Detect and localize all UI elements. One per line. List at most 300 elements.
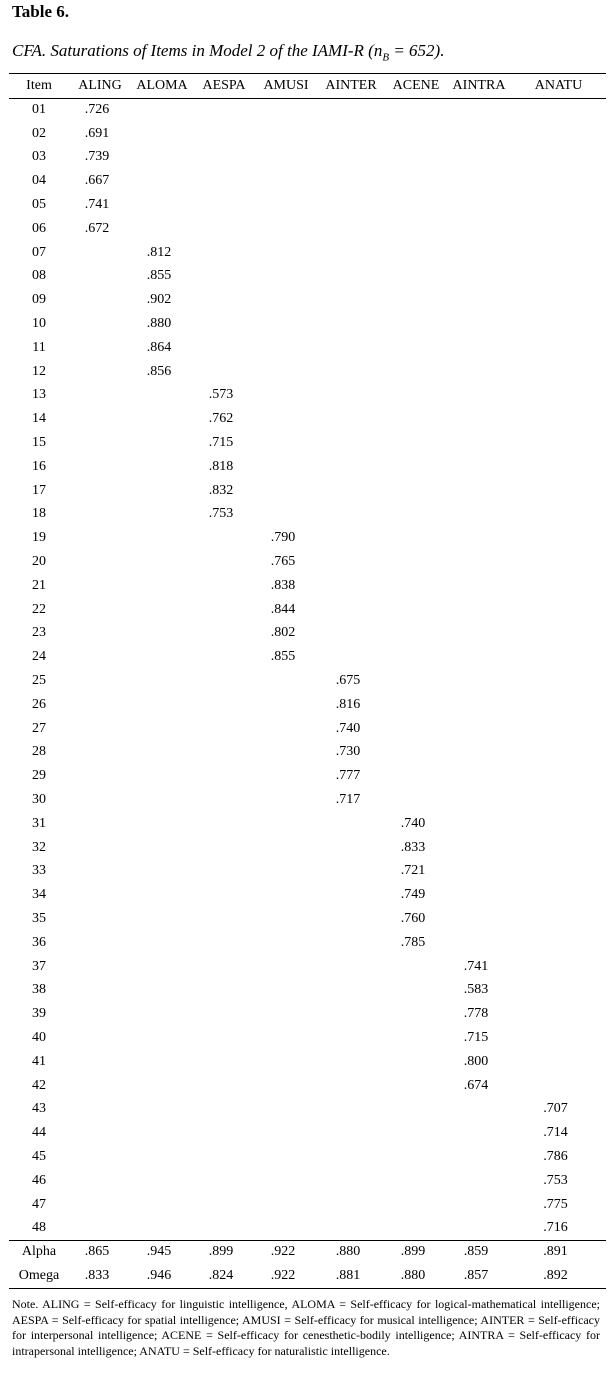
value-cell: .716	[543, 1220, 568, 1236]
column-header: AINTRA	[452, 78, 506, 93]
value-cell	[385, 431, 447, 455]
value-cell: .753	[208, 506, 234, 522]
row-label-cell: 12	[32, 363, 46, 379]
value-cell	[69, 764, 131, 788]
table-row	[9, 550, 606, 574]
value-cell	[69, 883, 131, 907]
row-label-cell: 38	[32, 982, 46, 998]
value-cell	[193, 312, 255, 336]
value-cell	[317, 1193, 385, 1217]
row-label-cell: Omega	[18, 1268, 60, 1284]
value-cell	[447, 598, 511, 622]
value-cell	[511, 217, 606, 241]
row-label-cell: 32	[32, 839, 46, 855]
value-cell	[193, 1074, 255, 1098]
value-cell	[447, 241, 511, 265]
value-cell	[131, 978, 193, 1002]
value-cell	[385, 146, 447, 170]
value-cell: .765	[270, 554, 296, 570]
value-cell	[385, 360, 447, 384]
value-cell	[511, 193, 606, 217]
row-label-cell: 17	[32, 482, 46, 498]
value-cell: .721	[400, 863, 426, 879]
value-cell	[255, 1074, 317, 1098]
value-cell	[447, 360, 511, 384]
value-cell: .838	[270, 577, 296, 593]
table-row	[9, 169, 606, 193]
row-label-cell: 04	[32, 173, 46, 189]
column-header: AESPA	[202, 78, 246, 93]
row-label-cell: 37	[32, 958, 46, 974]
value-cell	[447, 574, 511, 598]
value-cell	[385, 98, 447, 122]
value-cell	[511, 1002, 606, 1026]
value-cell	[69, 931, 131, 955]
table-row	[9, 312, 606, 336]
value-cell	[193, 1050, 255, 1074]
row-label-cell: 01	[32, 101, 46, 117]
value-cell: .864	[146, 339, 172, 355]
value-cell	[69, 360, 131, 384]
value-cell	[193, 288, 255, 312]
value-cell	[317, 146, 385, 170]
row-label-cell: 42	[32, 1077, 46, 1093]
column-header: AINTER	[325, 78, 377, 93]
table-row	[9, 407, 606, 431]
value-cell	[255, 1026, 317, 1050]
value-cell	[69, 598, 131, 622]
row-label-cell: 26	[32, 696, 46, 712]
value-cell	[511, 407, 606, 431]
value-cell: .833	[400, 839, 426, 855]
value-cell	[131, 1002, 193, 1026]
value-cell	[385, 1002, 447, 1026]
value-cell	[255, 693, 317, 717]
value-cell	[69, 1169, 131, 1193]
value-cell	[447, 122, 511, 146]
row-label-cell: 19	[32, 530, 46, 546]
value-cell	[511, 669, 606, 693]
value-cell	[385, 1097, 447, 1121]
value-cell: .730	[335, 744, 361, 760]
value-cell	[511, 336, 606, 360]
value-cell	[69, 241, 131, 265]
value-cell: .857	[463, 1268, 489, 1284]
value-cell	[131, 1074, 193, 1098]
value-cell	[255, 241, 317, 265]
value-cell: .859	[463, 1244, 489, 1260]
value-cell	[511, 288, 606, 312]
value-cell	[193, 931, 255, 955]
row-label-cell: 43	[32, 1101, 46, 1117]
value-cell	[193, 717, 255, 741]
value-cell	[317, 812, 385, 836]
value-cell	[193, 693, 255, 717]
table-row	[9, 1216, 606, 1240]
value-cell	[193, 978, 255, 1002]
value-cell	[317, 288, 385, 312]
table-caption	[12, 41, 444, 63]
row-label-cell: 35	[32, 910, 46, 926]
value-cell	[385, 1074, 447, 1098]
row-label-cell: 20	[32, 554, 46, 570]
value-cell	[69, 955, 131, 979]
value-cell: .880	[335, 1244, 361, 1260]
value-cell	[131, 860, 193, 884]
value-cell	[69, 1097, 131, 1121]
value-cell	[193, 1169, 255, 1193]
value-cell	[131, 741, 193, 765]
item-rows	[9, 98, 606, 1240]
value-cell	[511, 645, 606, 669]
value-cell	[385, 693, 447, 717]
value-cell: .800	[463, 1053, 489, 1069]
value-cell	[447, 669, 511, 693]
value-cell	[447, 288, 511, 312]
value-cell	[69, 836, 131, 860]
value-cell	[255, 955, 317, 979]
row-label-cell: 33	[32, 863, 46, 879]
value-cell	[317, 598, 385, 622]
value-cell	[447, 883, 511, 907]
value-cell	[255, 931, 317, 955]
value-cell	[447, 265, 511, 289]
value-cell	[193, 122, 255, 146]
value-cell: .880	[146, 316, 172, 332]
value-cell	[255, 407, 317, 431]
value-cell	[131, 1026, 193, 1050]
value-cell	[131, 574, 193, 598]
value-cell: .717	[335, 792, 361, 807]
value-cell	[255, 741, 317, 765]
value-cell	[317, 1026, 385, 1050]
value-cell	[69, 479, 131, 503]
value-cell: .691	[84, 125, 110, 141]
value-cell	[255, 788, 317, 812]
value-cell	[69, 645, 131, 669]
value-cell	[131, 526, 193, 550]
row-label-cell: 40	[32, 1029, 46, 1045]
table-row	[9, 217, 606, 241]
value-cell	[385, 312, 447, 336]
value-cell	[131, 193, 193, 217]
value-cell	[317, 455, 385, 479]
value-cell	[255, 503, 317, 527]
value-cell	[511, 717, 606, 741]
table-row	[9, 574, 606, 598]
value-cell	[385, 336, 447, 360]
value-cell	[511, 978, 606, 1002]
value-cell: .715	[208, 435, 234, 451]
value-cell: .833	[84, 1268, 110, 1284]
value-cell	[131, 455, 193, 479]
row-label-cell: 15	[32, 435, 46, 451]
value-cell	[317, 860, 385, 884]
value-cell	[385, 1169, 447, 1193]
value-cell	[69, 693, 131, 717]
value-cell	[447, 312, 511, 336]
table-row	[9, 978, 606, 1002]
value-cell	[385, 764, 447, 788]
value-cell	[131, 407, 193, 431]
value-cell	[447, 98, 511, 122]
value-cell	[131, 1121, 193, 1145]
value-cell	[131, 693, 193, 717]
value-cell	[255, 98, 317, 122]
value-cell	[193, 241, 255, 265]
value-cell	[255, 217, 317, 241]
value-cell	[69, 1050, 131, 1074]
value-cell	[193, 574, 255, 598]
value-cell	[131, 98, 193, 122]
value-cell	[131, 479, 193, 503]
value-cell	[447, 693, 511, 717]
value-cell	[317, 1050, 385, 1074]
value-cell	[193, 360, 255, 384]
value-cell: .714	[543, 1125, 568, 1141]
value-cell	[131, 1216, 193, 1240]
value-cell	[255, 193, 317, 217]
table-note: Note. ALING = Self-efficacy for linguistic intelligence, ALOMA = Self-efficacy for logical-mathematical intelligence; AESPA = Self-efficacy for spatial intelligence; AMUSI = Self-efficacy for musical intelligence; AINTER = Self-efficacy for interpersonal intelligence; ACENE = Self-efficacy for cenesthetic-bodily intelligence; AINTRA = Self-efficacy for intrapersonal intelligence; ANATU = Self-efficacy for naturalistic intelligence.	[12, 1297, 600, 1358]
value-cell	[317, 1097, 385, 1121]
value-cell: .775	[543, 1196, 568, 1212]
value-cell: .899	[208, 1244, 234, 1260]
value-cell	[317, 479, 385, 503]
value-cell: .865	[84, 1244, 110, 1260]
table-row	[9, 883, 606, 907]
value-cell	[385, 1216, 447, 1240]
value-cell	[317, 883, 385, 907]
table-row	[9, 669, 606, 693]
value-cell	[447, 431, 511, 455]
value-cell	[317, 1002, 385, 1026]
value-cell	[193, 860, 255, 884]
value-cell	[511, 479, 606, 503]
value-cell: .899	[400, 1244, 426, 1260]
value-cell	[317, 978, 385, 1002]
value-cell: .790	[270, 530, 296, 546]
row-label-cell: 18	[32, 506, 46, 522]
value-cell	[69, 550, 131, 574]
value-cell	[69, 1026, 131, 1050]
row-label-cell: 45	[32, 1148, 46, 1164]
row-label-cell: 21	[32, 577, 46, 593]
value-cell	[255, 717, 317, 741]
row-label-cell: 30	[32, 792, 46, 807]
value-cell: .762	[208, 411, 234, 427]
value-cell	[193, 598, 255, 622]
value-cell	[255, 1050, 317, 1074]
value-cell	[511, 241, 606, 265]
value-cell	[385, 455, 447, 479]
value-cell	[511, 384, 606, 408]
row-label-cell: 34	[32, 887, 46, 903]
value-cell	[385, 645, 447, 669]
value-cell: .753	[543, 1172, 568, 1188]
value-cell	[317, 169, 385, 193]
value-cell	[511, 169, 606, 193]
table-row	[9, 1074, 606, 1098]
value-cell	[69, 1074, 131, 1098]
table-row	[9, 1145, 606, 1169]
table-row	[9, 479, 606, 503]
value-cell	[511, 788, 606, 812]
value-cell	[131, 146, 193, 170]
table-row	[9, 431, 606, 455]
row-label-cell: 05	[32, 197, 46, 213]
value-cell	[447, 907, 511, 931]
value-cell	[69, 384, 131, 408]
value-cell	[385, 526, 447, 550]
table-row	[9, 98, 606, 122]
column-header: Item	[26, 78, 52, 93]
value-cell	[511, 693, 606, 717]
value-cell	[385, 1121, 447, 1145]
caption-subscript: B	[382, 51, 390, 64]
row-label-cell: 09	[32, 292, 46, 308]
value-cell	[255, 479, 317, 503]
row-label-cell: 48	[32, 1220, 46, 1236]
value-cell	[385, 479, 447, 503]
row-label-cell: 28	[32, 744, 46, 760]
row-label-cell: 11	[32, 339, 46, 355]
value-cell: .573	[208, 387, 234, 403]
value-cell: .667	[84, 173, 110, 189]
value-cell	[255, 764, 317, 788]
value-cell	[131, 503, 193, 527]
value-cell	[317, 1074, 385, 1098]
value-cell	[447, 407, 511, 431]
value-cell	[511, 1026, 606, 1050]
value-cell	[255, 836, 317, 860]
value-cell	[317, 550, 385, 574]
value-cell	[69, 288, 131, 312]
table-row	[9, 526, 606, 550]
value-cell	[131, 1050, 193, 1074]
table-row	[9, 265, 606, 289]
value-cell	[385, 193, 447, 217]
value-cell	[447, 931, 511, 955]
value-cell	[255, 669, 317, 693]
table-row	[9, 146, 606, 170]
value-cell	[385, 407, 447, 431]
table-row	[9, 931, 606, 955]
value-cell	[447, 550, 511, 574]
value-cell	[69, 1145, 131, 1169]
value-cell	[255, 978, 317, 1002]
value-cell: .856	[146, 363, 172, 379]
value-cell	[69, 622, 131, 646]
table-row	[9, 360, 606, 384]
value-cell	[447, 455, 511, 479]
value-cell	[511, 836, 606, 860]
value-cell	[193, 217, 255, 241]
value-cell	[193, 265, 255, 289]
value-cell	[511, 431, 606, 455]
table-row	[9, 455, 606, 479]
value-cell: .891	[543, 1244, 568, 1260]
row-label-cell: 14	[32, 411, 46, 427]
value-cell	[255, 312, 317, 336]
value-cell	[511, 598, 606, 622]
value-cell	[511, 98, 606, 122]
value-cell	[511, 526, 606, 550]
value-cell: .892	[543, 1268, 568, 1284]
value-cell	[317, 907, 385, 931]
value-cell: .786	[543, 1148, 568, 1164]
value-cell	[69, 1002, 131, 1026]
table-row	[9, 622, 606, 646]
value-cell	[69, 265, 131, 289]
table-label: Table 6.	[12, 2, 70, 21]
value-cell	[317, 312, 385, 336]
table-row	[9, 503, 606, 527]
table-row	[9, 288, 606, 312]
value-cell	[317, 1169, 385, 1193]
table-row	[9, 764, 606, 788]
table-row	[9, 955, 606, 979]
column-header: ALOMA	[136, 78, 188, 93]
value-cell	[255, 455, 317, 479]
value-cell	[131, 122, 193, 146]
value-cell	[131, 836, 193, 860]
table-row	[9, 860, 606, 884]
value-cell	[317, 360, 385, 384]
value-cell	[131, 1169, 193, 1193]
table-row	[9, 1193, 606, 1217]
value-cell: .739	[84, 149, 110, 165]
value-cell	[385, 384, 447, 408]
value-cell	[447, 860, 511, 884]
value-cell	[131, 955, 193, 979]
value-cell	[255, 360, 317, 384]
table-row	[9, 1050, 606, 1074]
value-cell	[447, 1169, 511, 1193]
value-cell	[385, 288, 447, 312]
value-cell	[447, 1193, 511, 1217]
value-cell	[193, 550, 255, 574]
value-cell	[69, 907, 131, 931]
column-header: ACENE	[392, 78, 440, 93]
value-cell	[69, 431, 131, 455]
row-label-cell: 02	[32, 125, 46, 141]
value-cell	[511, 265, 606, 289]
row-label-cell: 10	[32, 316, 46, 332]
value-cell	[193, 169, 255, 193]
column-header: AMUSI	[263, 78, 309, 93]
value-cell	[511, 312, 606, 336]
value-cell	[317, 336, 385, 360]
summary-row	[9, 1240, 606, 1264]
value-cell: .832	[208, 482, 234, 498]
value-cell	[317, 431, 385, 455]
value-cell	[131, 883, 193, 907]
value-cell	[511, 931, 606, 955]
row-label-cell: 27	[32, 720, 46, 736]
value-cell	[385, 122, 447, 146]
value-cell	[193, 645, 255, 669]
value-cell	[193, 1097, 255, 1121]
caption-suffix: = 652).	[389, 41, 445, 60]
value-cell	[255, 812, 317, 836]
column-header: ALING	[78, 78, 122, 93]
row-label-cell: 07	[32, 244, 46, 260]
value-cell	[447, 622, 511, 646]
value-cell: .785	[400, 934, 426, 950]
value-cell	[193, 812, 255, 836]
value-cell	[193, 788, 255, 812]
value-cell: .824	[208, 1268, 234, 1284]
